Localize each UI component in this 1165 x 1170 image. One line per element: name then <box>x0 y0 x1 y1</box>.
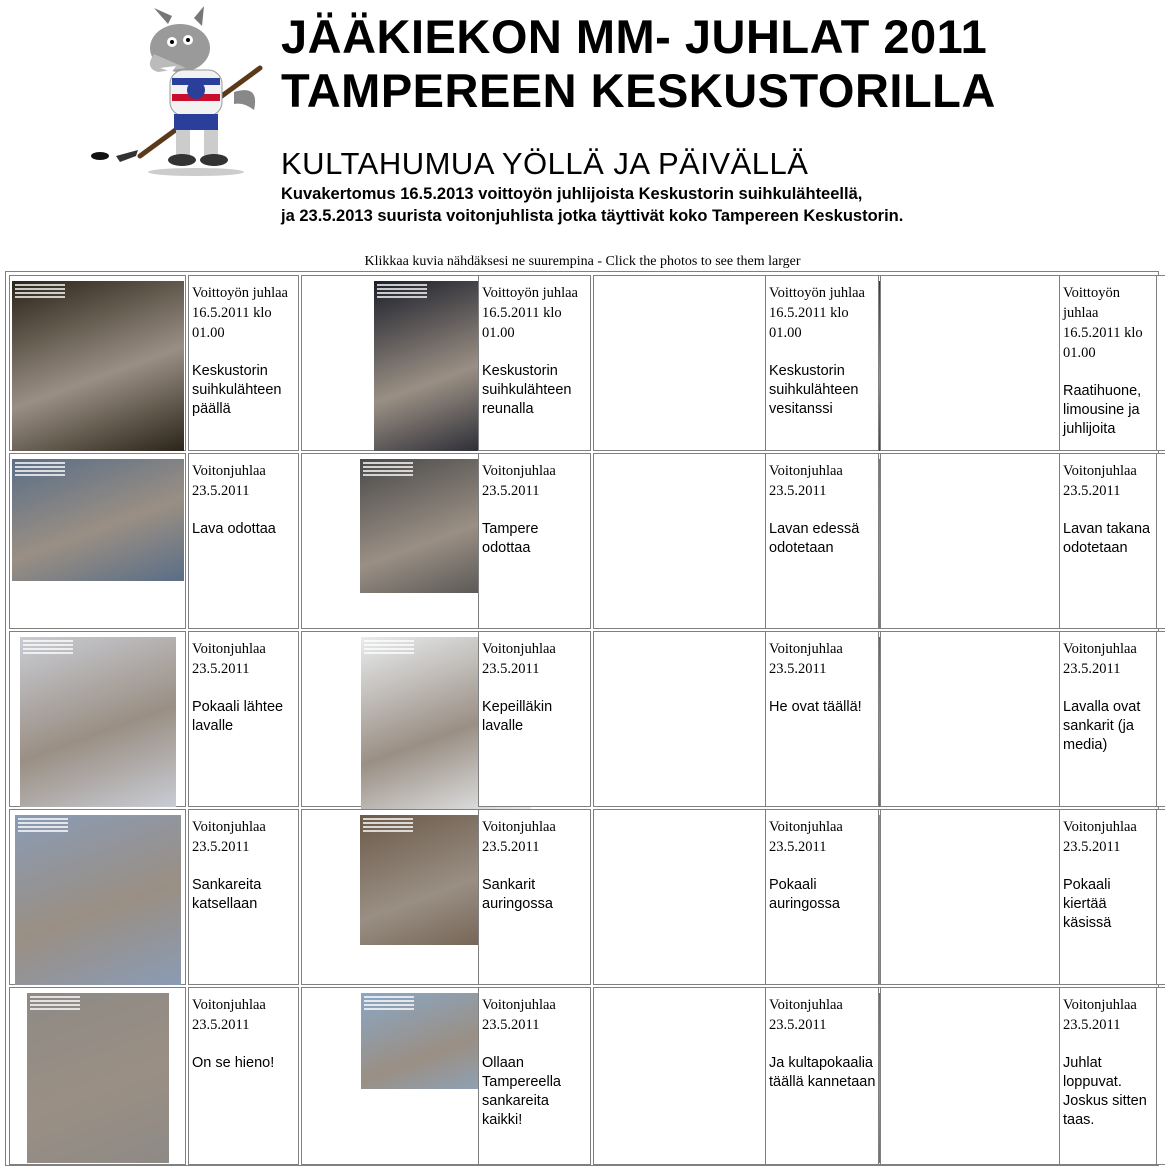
photo-watermark <box>364 996 414 1012</box>
photo-date: Voittoyön juhlaa 16.5.2011 klo 01.00 <box>769 285 865 341</box>
photo-description: Pokaali lähtee lavalle <box>192 699 284 734</box>
photo-caption-cell <box>1059 809 1157 985</box>
photo-caption-cell <box>1059 453 1157 629</box>
photo-description: On se hieno! <box>192 1055 275 1071</box>
page-title <box>281 10 996 118</box>
photo-caption-cell <box>1059 987 1157 1165</box>
photo-date: Voitonjuhlaa 23.5.2011 <box>192 819 266 855</box>
photo-date: Voitonjuhlaa 23.5.2011 <box>192 463 266 499</box>
photo-watermark <box>363 818 413 834</box>
photo-watermark <box>18 818 68 834</box>
photo-thumbnail-night-fountain-crowd[interactable] <box>12 281 184 451</box>
photo-date: Voitonjuhlaa 23.5.2011 <box>769 641 843 677</box>
photo-cell <box>9 275 186 451</box>
mascot-wolf-logo <box>84 6 274 178</box>
photo-caption-cell <box>188 275 299 451</box>
photo-watermark <box>364 640 414 656</box>
photo-cell <box>9 987 186 1165</box>
photo-caption-cell <box>478 631 591 807</box>
photo-description: Sankarit auringossa <box>482 877 553 912</box>
photo-watermark <box>23 640 73 656</box>
photo-caption-cell <box>478 987 591 1165</box>
page-subtitle: KULTAHUMUA YÖLLÄ JA PÄIVÄLLÄ <box>281 146 809 181</box>
description-line-1: Kuvakertomus 16.5.2013 voittoyön juhlijoista Keskustorin suihkulähteellä, <box>281 185 863 203</box>
photo-watermark <box>15 462 65 478</box>
photo-caption-cell <box>188 453 299 629</box>
photo-cell <box>9 453 186 629</box>
photo-caption-cell <box>765 453 879 629</box>
photo-date: Voittoyön juhlaa 16.5.2011 klo 01.00 <box>192 285 288 341</box>
photo-caption-cell <box>1059 631 1157 807</box>
photo-date: Voitonjuhlaa 23.5.2011 <box>482 819 556 855</box>
photo-date: Voitonjuhlaa 23.5.2011 <box>1063 463 1137 499</box>
photo-date: Voitonjuhlaa 23.5.2011 <box>769 997 843 1033</box>
photo-date: Voitonjuhlaa 23.5.2011 <box>1063 997 1137 1033</box>
title-line-2: TAMPEREEN KESKUSTORILLA <box>281 64 996 117</box>
photo-caption-cell <box>765 275 879 451</box>
photo-description: Ja kultapokaalia täällä kannetaan <box>769 1055 876 1090</box>
photo-date: Voitonjuhlaa 23.5.2011 <box>482 997 556 1033</box>
photo-caption-cell <box>188 631 299 807</box>
photo-description: He ovat täällä! <box>769 699 862 715</box>
photo-description: Lavan edessä odotetaan <box>769 521 860 556</box>
photo-date: Voitonjuhlaa 23.5.2011 <box>769 819 843 855</box>
photo-date: Voitonjuhlaa 23.5.2011 <box>482 641 556 677</box>
photo-caption-cell <box>478 275 591 451</box>
photo-thumbnail-trophy-admire[interactable] <box>27 993 169 1163</box>
description-line-2: ja 23.5.2013 suurista voitonjuhlista jotka täyttivät koko Tampereen Keskustorin. <box>281 207 904 225</box>
photo-date: Voitonjuhlaa 23.5.2011 <box>192 641 266 677</box>
title-line-1: JÄÄKIEKON MM- JUHLAT 2011 <box>281 10 988 63</box>
photo-description: Keskustorin suihkulähteen vesitanssi <box>769 363 859 417</box>
photo-caption-cell <box>478 809 591 985</box>
photo-description: Raatihuone, limousine ja juhlijoita <box>1063 383 1142 437</box>
photo-thumbnail-trophy-to-stage[interactable] <box>20 637 176 807</box>
photo-gallery-table <box>5 271 1159 1166</box>
photo-watermark <box>15 284 65 300</box>
photo-caption-cell <box>765 987 879 1165</box>
page-header <box>0 0 1165 250</box>
photo-description: Keskustorin suihkulähteen päällä <box>192 363 282 417</box>
photo-description: Lavan takana odotetaan <box>1063 521 1151 556</box>
photo-caption-cell <box>188 809 299 985</box>
photo-description: Pokaali auringossa <box>769 877 840 912</box>
photo-date: Voitonjuhlaa 23.5.2011 <box>482 463 556 499</box>
photo-description: Lavalla ovat sankarit (ja media) <box>1063 699 1141 753</box>
photo-date: Voitonjuhlaa 23.5.2011 <box>1063 641 1137 677</box>
photo-date: Voitonjuhlaa 23.5.2011 <box>769 463 843 499</box>
photo-description: Ollaan Tampereella sankareita kaikki! <box>482 1055 561 1128</box>
photo-watermark <box>363 462 413 478</box>
photo-cell <box>9 809 186 985</box>
photo-description: Sankareita katsellaan <box>192 877 262 912</box>
photo-thumbnail-square-crowd[interactable] <box>15 815 181 985</box>
photo-description: Tampere odottaa <box>482 521 539 556</box>
photo-description: Kepeilläkin lavalle <box>482 699 553 734</box>
photo-watermark <box>30 996 80 1012</box>
photo-caption-cell <box>478 453 591 629</box>
photo-caption-cell <box>765 631 879 807</box>
photo-watermark <box>377 284 427 300</box>
photo-date: Voittoyön juhlaa 16.5.2011 klo 01.00 <box>482 285 578 341</box>
photo-description: Keskustorin suihkulähteen reunalla <box>482 363 572 417</box>
photo-thumbnail-stage-waiting[interactable] <box>12 459 184 581</box>
photo-date: Voittoyön juhlaa 16.5.2011 klo 01.00 <box>1063 285 1143 361</box>
photo-description: Pokaali kiertää käsissä <box>1063 877 1112 931</box>
photo-date: Voitonjuhlaa 23.5.2011 <box>192 997 266 1033</box>
photo-caption-cell <box>188 987 299 1165</box>
photo-caption-cell <box>765 809 879 985</box>
photo-caption-cell <box>1059 275 1157 451</box>
photo-date: Voitonjuhlaa 23.5.2011 <box>1063 819 1137 855</box>
page-description <box>281 183 903 227</box>
photo-description: Lava odottaa <box>192 521 276 537</box>
click-instruction: Klikkaa kuvia nähdäksesi ne suurempina - Click the photos to see them larger <box>364 254 801 269</box>
photo-cell <box>9 631 186 807</box>
photo-description: Juhlat loppuvat. Joskus sitten taas. <box>1063 1055 1147 1128</box>
